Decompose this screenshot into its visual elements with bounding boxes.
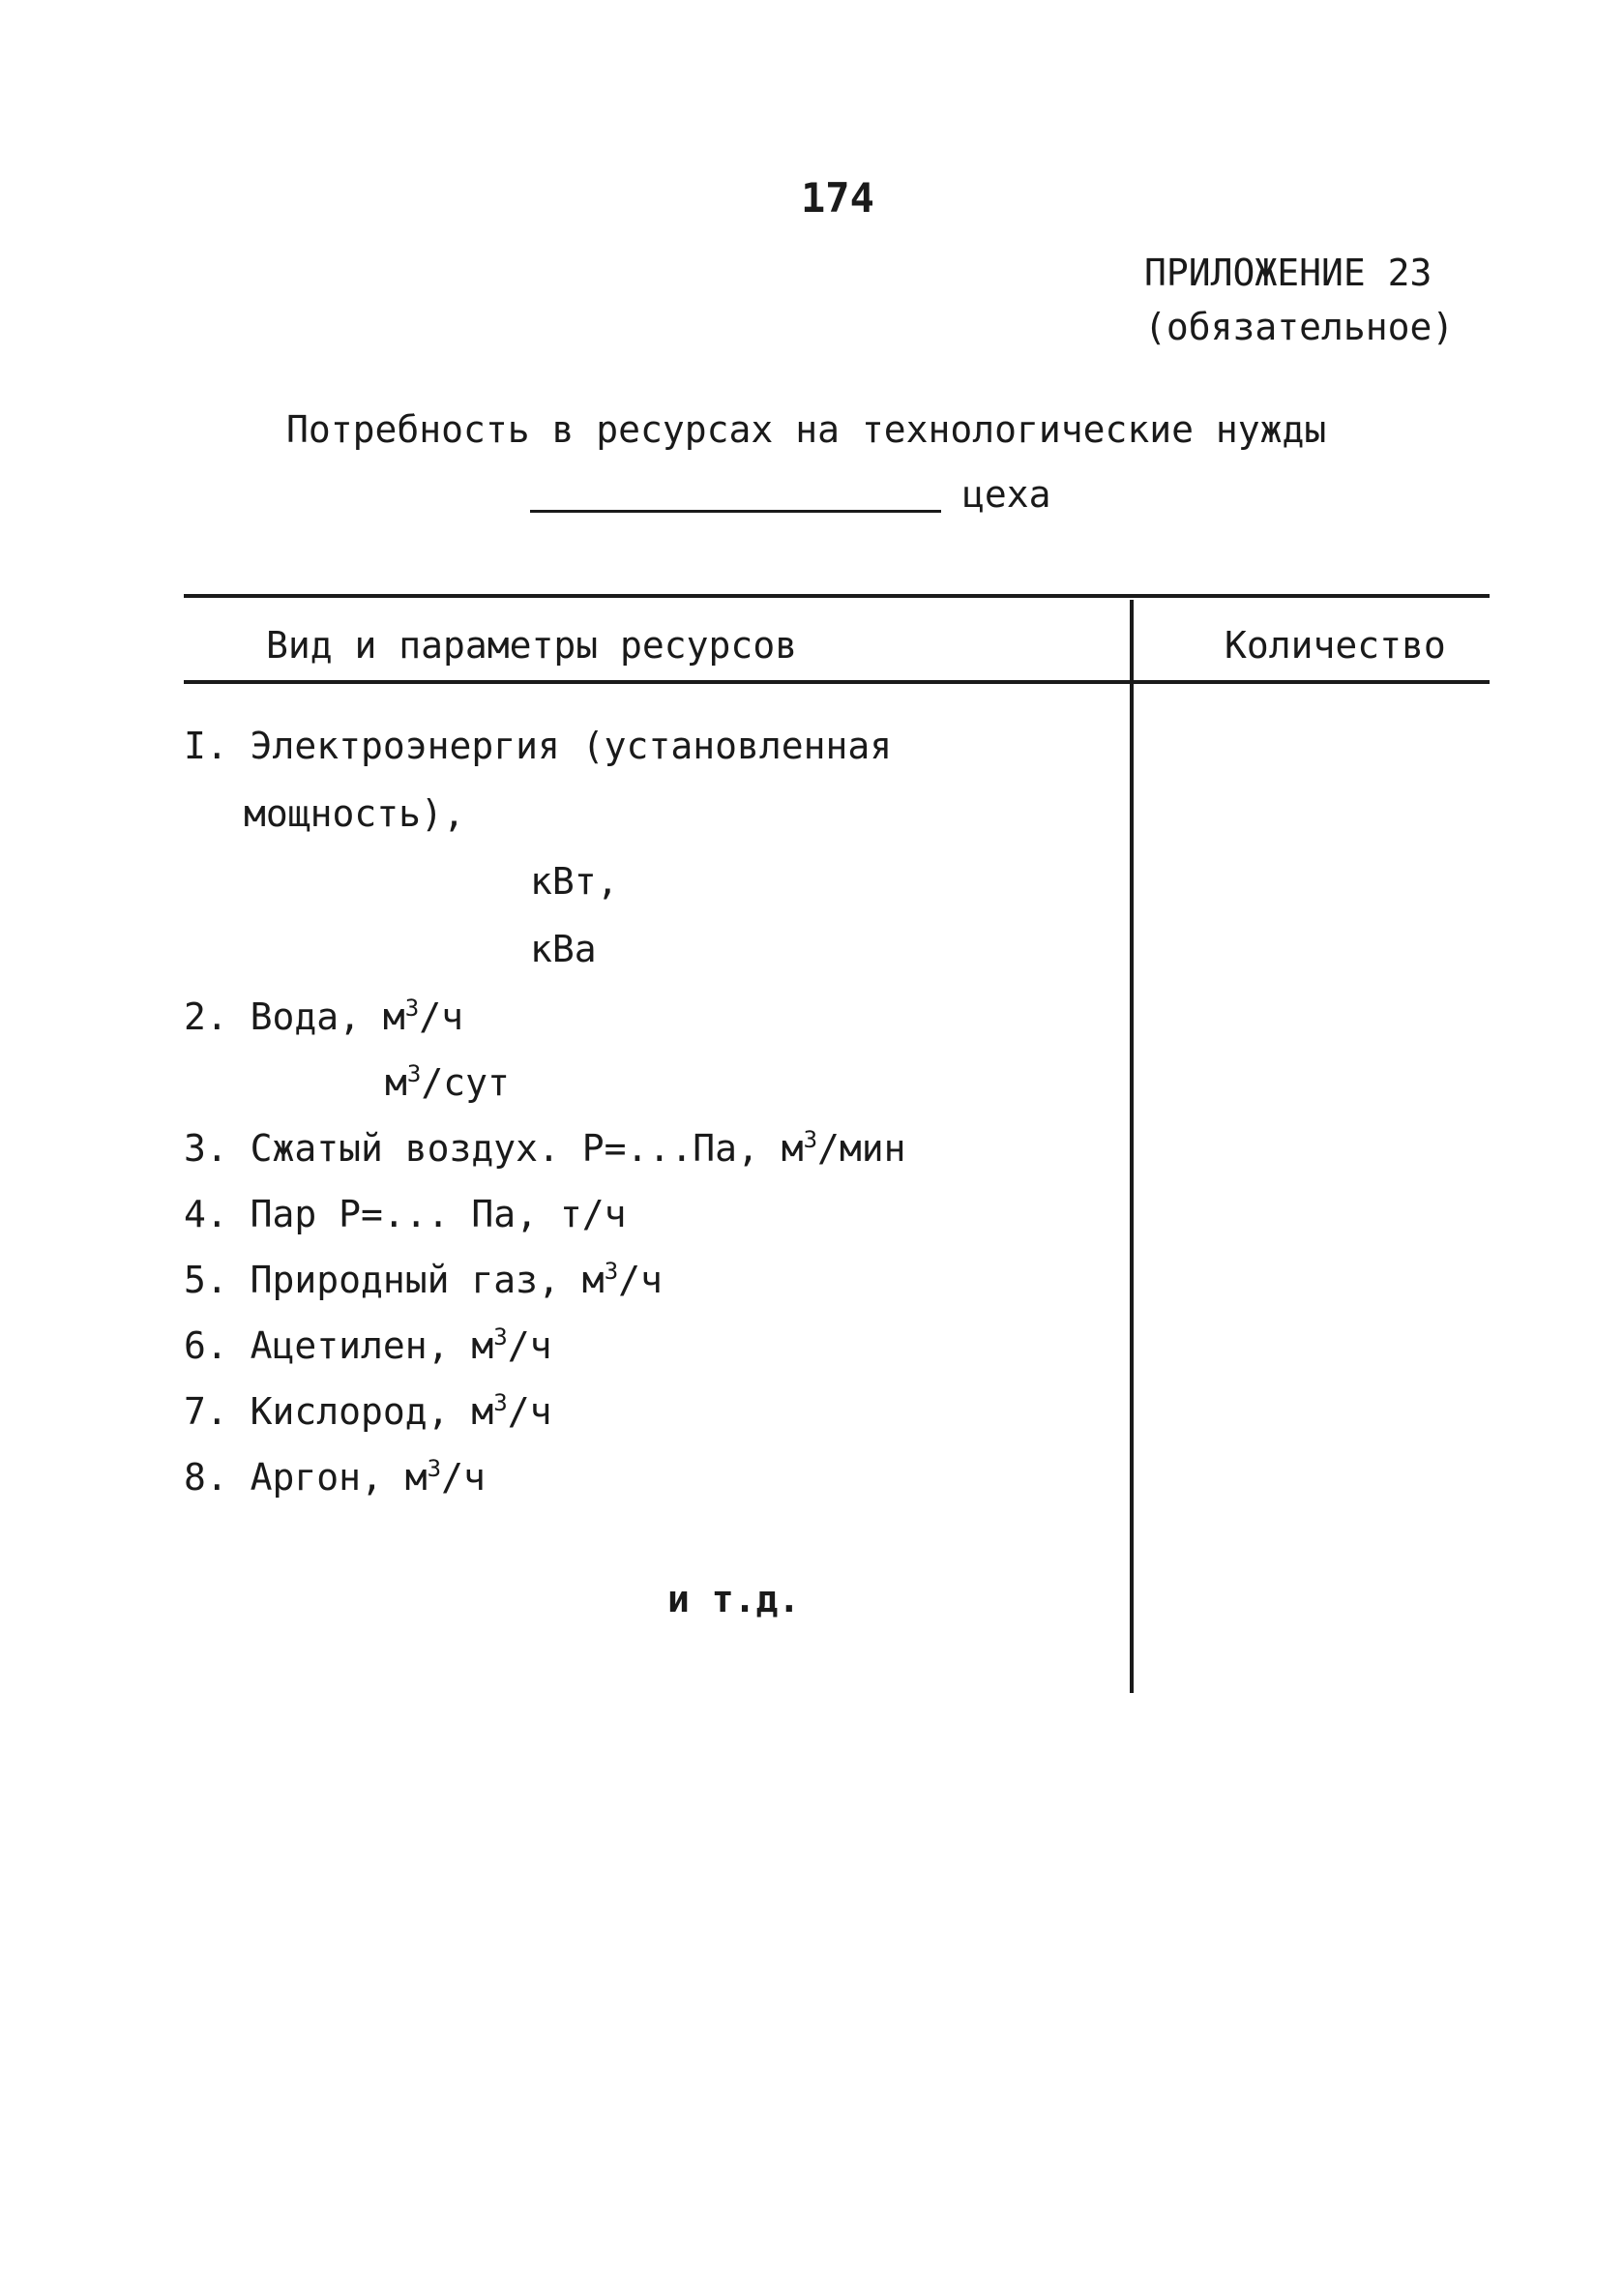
appendix-title: ПРИЛОЖЕНИЕ 23 xyxy=(1144,252,1432,294)
shop-label: цеха xyxy=(962,473,1051,516)
row-acetylene-text: 6. Ацетилен, м xyxy=(184,1324,494,1367)
document-title: Потребность в ресурсах на технологические нужды xyxy=(286,408,1327,451)
row-oxygen-unit: /ч xyxy=(507,1390,552,1433)
row-argon-unit: /ч xyxy=(441,1456,486,1499)
row-acetylene-unit: /ч xyxy=(507,1324,552,1367)
row-electricity-line2: мощность), xyxy=(244,792,465,835)
row-compressed-air xyxy=(184,1126,906,1170)
row-acetylene xyxy=(184,1323,552,1367)
row-natural-gas-exponent: 3 xyxy=(604,1258,619,1285)
row-compressed-air-unit: /мин xyxy=(817,1127,906,1170)
table-header-rule xyxy=(184,680,1490,684)
row-water-text: 2. Вода, м xyxy=(184,995,405,1038)
row-electricity-unit-kva: кВа xyxy=(530,928,597,970)
row-water-daily-text: м xyxy=(385,1061,407,1104)
page-number: 174 xyxy=(801,174,874,222)
row-water-unit: /ч xyxy=(419,995,463,1038)
column-header-resources: Вид и параметры ресурсов xyxy=(266,624,798,667)
row-oxygen xyxy=(184,1389,552,1433)
shop-name-blank-line xyxy=(530,510,941,513)
row-oxygen-exponent: 3 xyxy=(493,1389,508,1416)
etc-note: и т.д. xyxy=(667,1578,801,1620)
row-acetylene-exponent: 3 xyxy=(493,1323,508,1351)
column-header-quantity: Количество xyxy=(1225,624,1446,667)
row-water-daily-exponent: 3 xyxy=(406,1060,422,1087)
row-water-daily-unit: /сут xyxy=(421,1061,510,1104)
row-electricity-line1: I. Электроэнергия (установленная xyxy=(184,725,893,767)
row-electricity-unit-kw: кВт, xyxy=(530,860,619,903)
row-natural-gas xyxy=(184,1258,663,1301)
row-argon-text: 8. Аргон, м xyxy=(184,1456,428,1499)
row-water-daily xyxy=(385,1060,510,1104)
row-argon xyxy=(184,1455,486,1499)
row-compressed-air-exponent: 3 xyxy=(803,1126,818,1153)
row-natural-gas-text: 5. Природный газ, м xyxy=(184,1259,605,1301)
table-top-rule xyxy=(184,594,1490,598)
row-compressed-air-text: 3. Сжатый воздух. Р=...Па, м xyxy=(184,1127,804,1170)
appendix-note: (обязательное) xyxy=(1144,306,1455,348)
row-argon-exponent: 3 xyxy=(427,1455,442,1482)
table-column-divider xyxy=(1130,600,1134,1693)
row-steam: 4. Пар Р=... Па, т/ч xyxy=(184,1193,627,1235)
row-water xyxy=(184,995,463,1038)
row-natural-gas-unit: /ч xyxy=(618,1259,663,1301)
row-water-exponent: 3 xyxy=(404,995,420,1022)
row-oxygen-text: 7. Кислород, м xyxy=(184,1390,494,1433)
